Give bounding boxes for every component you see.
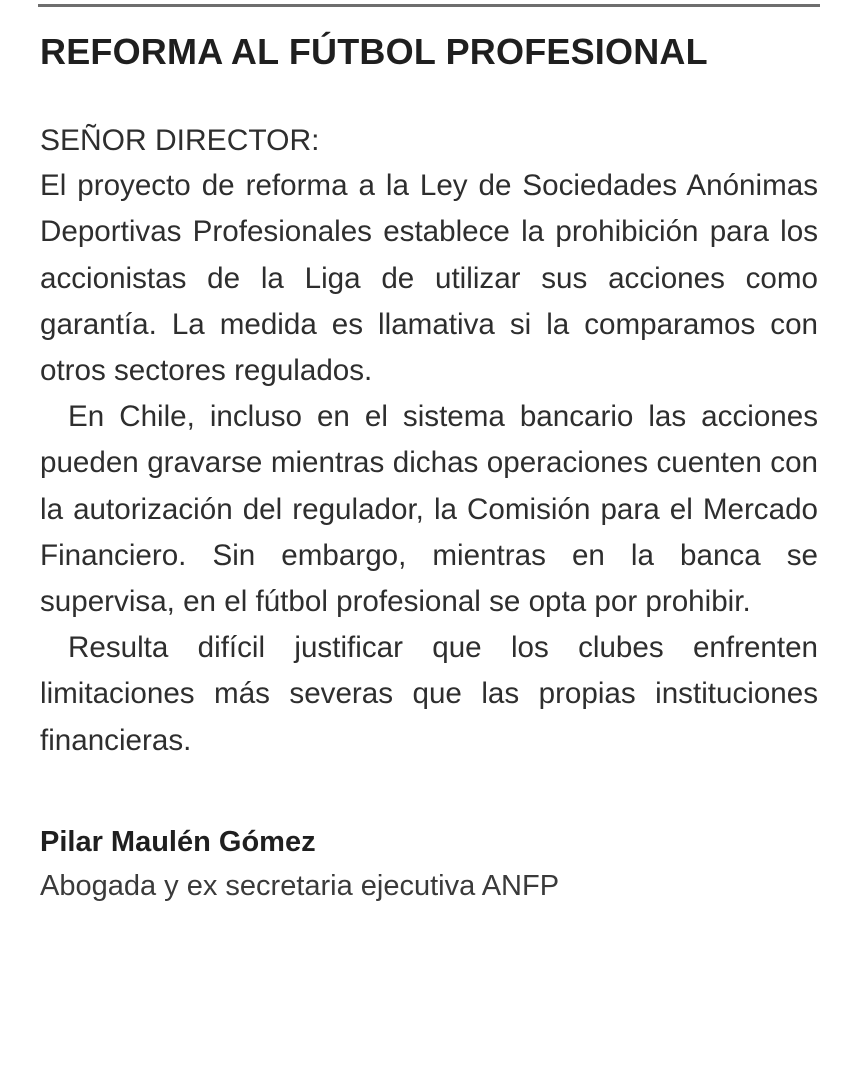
author-title: Abogada y ex secretaria ejecutiva ANFP [40, 869, 560, 902]
top-divider [38, 4, 820, 7]
letter-to-editor [40, 30, 818, 908]
letter-headline: REFORMA AL FÚTBOL PROFESIONAL [40, 31, 708, 72]
author-name: Pilar Maulén Gómez [40, 825, 316, 858]
salutation: SEÑOR DIRECTOR: [40, 124, 320, 158]
paragraph-1: El proyecto de reforma a la Ley de Sociedades Anónimas Deportivas Profesionales establece la prohibición para los accionistas de la Liga de utilizar sus acciones como garantía. La medida es llamativa si la comparamos con otros sectores regulados. [40, 169, 818, 387]
paragraph-3: Resulta difícil justificar que los clubes enfrenten limitaciones más severas que las propias instituciones financieras. [40, 631, 818, 757]
signature-block [40, 820, 818, 908]
paragraph-2: En Chile, incluso en el sistema bancario las acciones pueden gravarse mientras dichas operaciones cuenten con la autorización del regulador, la Comisión para el Mercado Financiero. Sin embargo, mientras en la banca se supervisa, en el fútbol profesional se opta por prohibir. [40, 400, 818, 619]
